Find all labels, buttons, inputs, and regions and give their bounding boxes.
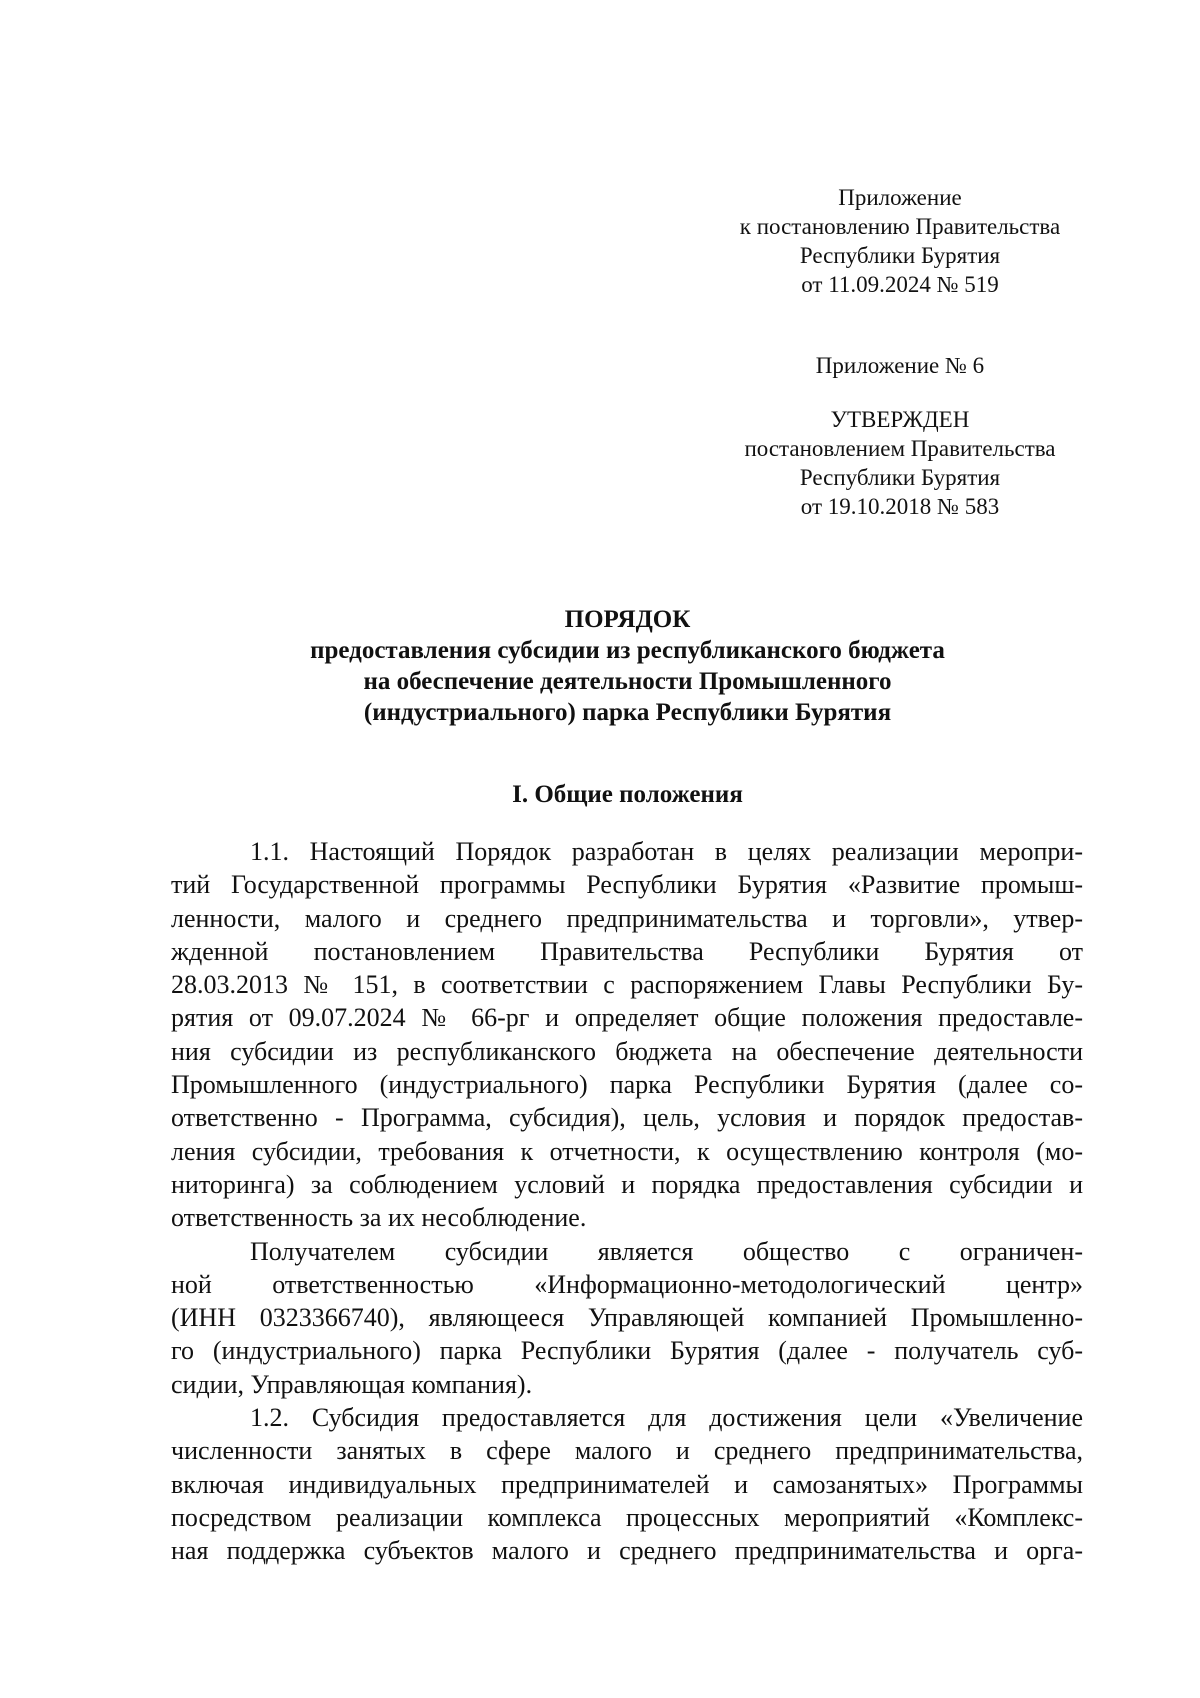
paragraph-line: (ИНН 0323366740), являющееся Управляющей компанией Промышленно-	[171, 1303, 1083, 1333]
paragraph-line: 28.03.2013 № 151, в соответствии с распоряжением Главы Республики Бу-	[171, 970, 1083, 1000]
paragraph-line: ная поддержка субъектов малого и среднего предпринимательства и орга-	[171, 1536, 1083, 1566]
paragraph-line: жденной постановлением Правительства Республики Бурятия от	[171, 936, 1083, 966]
paragraph-line: ответственность за их несоблюдение.	[171, 1203, 587, 1233]
approval-line: постановлением Правительства	[744, 436, 1056, 461]
document-body	[171, 835, 1083, 1568]
appendix-number-text: Приложение № 6	[815, 353, 985, 378]
title-subtitle-line: на обеспечение деятельности Промышленного	[363, 668, 892, 695]
paragraph-line: сидии, Управляющая компания).	[171, 1369, 533, 1399]
paragraph-line: Промышленного (индустриального) парка Республики Бурятия (далее со-	[171, 1070, 1083, 1100]
paragraph-line: 1.1. Настоящий Порядок разработан в целях реализации меропри-	[250, 837, 1083, 866]
approval-line: Приложение	[838, 185, 962, 210]
approval-line: Республики Бурятия	[799, 465, 1001, 490]
paragraph-line: включая индивидуальных предпринимателей и самозанятых» Программы	[171, 1469, 1083, 1499]
approval-block-approved	[720, 405, 1080, 521]
section-heading: I. Общие положения	[512, 781, 743, 808]
paragraph-line: ния субсидии из республиканского бюджета на обеспечение деятельности	[171, 1036, 1083, 1066]
title-heading: ПОРЯДОК	[564, 606, 691, 633]
approval-line: от 11.09.2024 № 519	[801, 272, 999, 297]
paragraph-line: рятия от 09.07.2024 № 66-рг и определяет общие положения предоставле-	[171, 1003, 1083, 1033]
approval-block-appendix	[720, 183, 1080, 299]
paragraph-line: тий Государственной программы Республики Бурятия «Развитие промыш-	[171, 870, 1083, 900]
appendix-number	[720, 351, 1080, 380]
title-subtitle-line: (индустриального) парка Республики Бурятия	[363, 699, 892, 726]
paragraph-line: 1.2. Субсидия предоставляется для достижения цели «Увеличение	[250, 1403, 1083, 1433]
paragraph-line: ответственно - Программа, субсидия), цель, условия и порядок предостав-	[171, 1103, 1083, 1133]
document-title	[170, 604, 1085, 728]
title-subtitle-line: предоставления субсидии из республиканского бюджета	[310, 637, 945, 664]
paragraph-line: ной ответственностью «Информационно-методологический центр»	[171, 1269, 1083, 1299]
paragraph-line: Получателем субсидии является общество с ограничен-	[250, 1236, 1083, 1266]
approval-line: от 19.10.2018 № 583	[800, 494, 1000, 519]
paragraph-1-2	[171, 1401, 1083, 1567]
paragraph-line: ленности, малого и среднего предпринимательства и торговли», утвер-	[171, 903, 1083, 933]
paragraph-line: ниторинга) за соблюдением условий и порядка предоставления субсидии и	[171, 1169, 1083, 1199]
paragraph-recipient	[171, 1235, 1083, 1401]
paragraph-line: численности занятых в сфере малого и среднего предпринимательства,	[171, 1436, 1083, 1466]
paragraph-line: ления субсидии, требования к отчетности, к осуществлению контроля (мо-	[171, 1136, 1083, 1166]
paragraph-1-1	[171, 835, 1083, 1235]
approval-line: УТВЕРЖДЕН	[830, 407, 970, 432]
paragraph-line: го (индустриального) парка Республики Бурятия (далее - получатель суб-	[171, 1336, 1083, 1366]
paragraph-line: посредством реализации комплекса процессных мероприятий «Комплекс-	[171, 1502, 1083, 1532]
approval-line: Республики Бурятия	[799, 243, 1001, 268]
approval-line: к постановлению Правительства	[739, 214, 1061, 239]
